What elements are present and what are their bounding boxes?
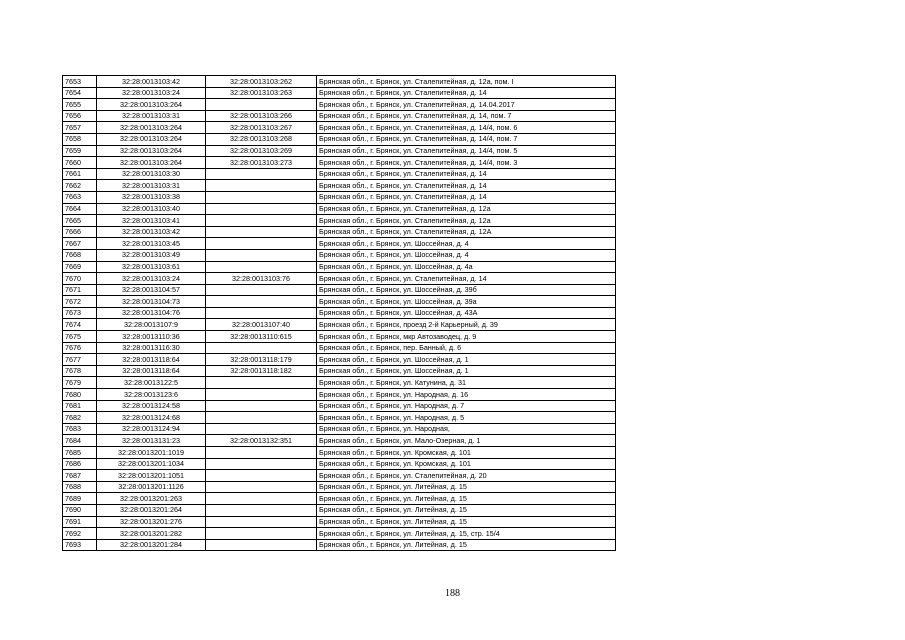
object-cadastral-number-cell: [206, 516, 317, 528]
object-cadastral-number-cell: [206, 249, 317, 261]
object-cadastral-number-cell: [206, 284, 317, 296]
cadastral-number-cell: 32:28:0013104:57: [97, 284, 206, 296]
address-cell: Брянская обл., г. Брянск, ул. Шоссейная, д. 1: [317, 365, 616, 377]
row-number-cell: 7691: [63, 516, 97, 528]
cadastral-number-cell: 32:28:0013103:42: [97, 76, 206, 88]
address-cell: Брянская обл., г. Брянск, ул. Литейная, д. 15: [317, 481, 616, 493]
row-number-cell: 7690: [63, 504, 97, 516]
table-row: [63, 470, 616, 482]
object-cadastral-number-cell: [206, 342, 317, 354]
address-cell: Брянская обл., г. Брянск, ул. Сталепитейная, д. 12а, пом. I: [317, 76, 616, 88]
cadastral-number-cell: 32:28:0013103:24: [97, 87, 206, 99]
cadastral-number-cell: 32:28:0013104:76: [97, 307, 206, 319]
cadastral-number-cell: 32:28:0013201:264: [97, 504, 206, 516]
cadastral-number-cell: 32:28:0013103:31: [97, 110, 206, 122]
table-row: [63, 191, 616, 203]
object-cadastral-number-cell: [206, 238, 317, 250]
object-cadastral-number-cell: [206, 226, 317, 238]
table-row: [63, 539, 616, 551]
object-cadastral-number-cell: [206, 412, 317, 424]
object-cadastral-number-cell: 32:28:0013103:266: [206, 110, 317, 122]
cadastral-number-cell: 32:28:0013103:40: [97, 203, 206, 215]
table-row: [63, 157, 616, 169]
table-row: [63, 516, 616, 528]
table-row: [63, 249, 616, 261]
object-cadastral-number-cell: [206, 481, 317, 493]
object-cadastral-number-cell: [206, 458, 317, 470]
cadastral-number-cell: 32:28:0013103:45: [97, 238, 206, 250]
object-cadastral-number-cell: 32:28:0013103:268: [206, 133, 317, 145]
object-cadastral-number-cell: [206, 377, 317, 389]
row-number-cell: 7659: [63, 145, 97, 157]
table-row: [63, 307, 616, 319]
cadastral-number-cell: 32:28:0013124:94: [97, 423, 206, 435]
cadastral-number-cell: 32:28:0013103:24: [97, 273, 206, 285]
address-cell: Брянская обл., г. Брянск, ул. Сталепитейная, д. 12А: [317, 226, 616, 238]
cadastral-number-cell: 32:28:0013104:73: [97, 296, 206, 308]
row-number-cell: 7653: [63, 76, 97, 88]
address-cell: Брянская обл., г. Брянск, ул. Шоссейная, д. 39б: [317, 284, 616, 296]
table-row: [63, 377, 616, 389]
address-cell: Брянская обл., г. Брянск, ул. Шоссейная, д. 4а: [317, 261, 616, 273]
row-number-cell: 7671: [63, 284, 97, 296]
table-row: [63, 203, 616, 215]
table-row: [63, 238, 616, 250]
row-number-cell: 7676: [63, 342, 97, 354]
address-cell: Брянская обл., г. Брянск, ул. Катунина, д. 31: [317, 377, 616, 389]
cadastral-number-cell: 32:28:0013201:263: [97, 493, 206, 505]
object-cadastral-number-cell: [206, 389, 317, 401]
registry-body: [63, 76, 616, 551]
object-cadastral-number-cell: [206, 539, 317, 551]
row-number-cell: 7663: [63, 191, 97, 203]
cadastral-number-cell: 32:28:0013118:64: [97, 354, 206, 366]
address-cell: Брянская обл., г. Брянск, мкр Автозаводец, д. 9: [317, 331, 616, 343]
row-number-cell: 7687: [63, 470, 97, 482]
address-cell: Брянская обл., г. Брянск, ул. Сталепитейная, д. 14, пом. 7: [317, 110, 616, 122]
row-number-cell: 7682: [63, 412, 97, 424]
address-cell: Брянская обл., г. Брянск, пер. Банный, д. 6: [317, 342, 616, 354]
table-row: [63, 76, 616, 88]
row-number-cell: 7678: [63, 365, 97, 377]
table-row: [63, 400, 616, 412]
address-cell: Брянская обл., г. Брянск, ул. Народная, д. 7: [317, 400, 616, 412]
object-cadastral-number-cell: [206, 528, 317, 540]
cadastral-number-cell: 32:28:0013103:41: [97, 215, 206, 227]
object-cadastral-number-cell: 32:28:0013103:273: [206, 157, 317, 169]
address-cell: Брянская обл., г. Брянск, ул. Народная, д. 16: [317, 389, 616, 401]
cadastral-number-cell: 32:28:0013103:42: [97, 226, 206, 238]
address-cell: Брянская обл., г. Брянск, ул. Мало-Озерная, д. 1: [317, 435, 616, 447]
cadastral-number-cell: 32:28:0013107:9: [97, 319, 206, 331]
cadastral-number-cell: 32:28:0013110:36: [97, 331, 206, 343]
table-row: [63, 331, 616, 343]
object-cadastral-number-cell: 32:28:0013103:269: [206, 145, 317, 157]
object-cadastral-number-cell: 32:28:0013118:182: [206, 365, 317, 377]
cadastral-number-cell: 32:28:0013124:58: [97, 400, 206, 412]
row-number-cell: 7657: [63, 122, 97, 134]
address-cell: Брянская обл., г. Брянск, ул. Шоссейная, д. 39а: [317, 296, 616, 308]
cadastral-number-cell: 32:28:0013103:61: [97, 261, 206, 273]
table-row: [63, 423, 616, 435]
cadastral-number-cell: 32:28:0013201:276: [97, 516, 206, 528]
table-row: [63, 342, 616, 354]
row-number-cell: 7661: [63, 168, 97, 180]
cadastral-number-cell: 32:28:0013201:284: [97, 539, 206, 551]
row-number-cell: 7660: [63, 157, 97, 169]
object-cadastral-number-cell: [206, 493, 317, 505]
table-row: [63, 99, 616, 111]
cadastral-number-cell: 32:28:0013201:1051: [97, 470, 206, 482]
address-cell: Брянская обл., г. Брянск, ул. Литейная, д. 15: [317, 504, 616, 516]
address-cell: Брянская обл., г. Брянск, ул. Сталепитейная, д. 14: [317, 87, 616, 99]
row-number-cell: 7655: [63, 99, 97, 111]
table-row: [63, 458, 616, 470]
cadastral-number-cell: 32:28:0013103:264: [97, 122, 206, 134]
row-number-cell: 7692: [63, 528, 97, 540]
address-cell: Брянская обл., г. Брянск, ул. Народная, д. 5: [317, 412, 616, 424]
table-row: [63, 261, 616, 273]
cadastral-number-cell: 32:28:0013123:6: [97, 389, 206, 401]
cadastral-number-cell: 32:28:0013103:264: [97, 133, 206, 145]
cadastral-number-cell: 32:28:0013201:1034: [97, 458, 206, 470]
object-cadastral-number-cell: 32:28:0013110:615: [206, 331, 317, 343]
object-cadastral-number-cell: [206, 307, 317, 319]
row-number-cell: 7684: [63, 435, 97, 447]
row-number-cell: 7679: [63, 377, 97, 389]
object-cadastral-number-cell: [206, 99, 317, 111]
table-row: [63, 215, 616, 227]
address-cell: Брянская обл., г. Брянск, ул. Сталепитейная, д. 14.04.2017: [317, 99, 616, 111]
row-number-cell: 7675: [63, 331, 97, 343]
address-cell: Брянская обл., г. Брянск, ул. Сталепитейная, д. 20: [317, 470, 616, 482]
table-row: [63, 180, 616, 192]
table-row: [63, 284, 616, 296]
address-cell: Брянская обл., г. Брянск, проезд 2-й Карьерный, д. 39: [317, 319, 616, 331]
table-row: [63, 122, 616, 134]
cadastral-number-cell: 32:28:0013103:49: [97, 249, 206, 261]
table-row: [63, 528, 616, 540]
row-number-cell: 7681: [63, 400, 97, 412]
address-cell: Брянская обл., г. Брянск, ул. Литейная, д. 15: [317, 516, 616, 528]
object-cadastral-number-cell: [206, 447, 317, 459]
table-row: [63, 133, 616, 145]
registry-table: [62, 75, 616, 551]
address-cell: Брянская обл., г. Брянск, ул. Сталепитейная, д. 12а: [317, 215, 616, 227]
row-number-cell: 7674: [63, 319, 97, 331]
table-row: [63, 296, 616, 308]
row-number-cell: 7665: [63, 215, 97, 227]
address-cell: Брянская обл., г. Брянск, ул. Кромская, д. 101: [317, 458, 616, 470]
object-cadastral-number-cell: [206, 470, 317, 482]
row-number-cell: 7677: [63, 354, 97, 366]
address-cell: Брянская обл., г. Брянск, ул. Шоссейная, д. 1: [317, 354, 616, 366]
cadastral-number-cell: 32:28:0013201:1019: [97, 447, 206, 459]
address-cell: Брянская обл., г. Брянск, ул. Шоссейная, д. 43А: [317, 307, 616, 319]
table-row: [63, 412, 616, 424]
address-cell: Брянская обл., г. Брянск, ул. Сталепитейная, д. 14/4, пом. 7: [317, 133, 616, 145]
object-cadastral-number-cell: [206, 180, 317, 192]
object-cadastral-number-cell: 32:28:0013118:179: [206, 354, 317, 366]
object-cadastral-number-cell: [206, 504, 317, 516]
cadastral-number-cell: 32:28:0013103:31: [97, 180, 206, 192]
cadastral-number-cell: 32:28:0013103:264: [97, 145, 206, 157]
object-cadastral-number-cell: [206, 191, 317, 203]
table-row: [63, 493, 616, 505]
object-cadastral-number-cell: [206, 203, 317, 215]
table-row: [63, 447, 616, 459]
cadastral-number-cell: 32:28:0013103:264: [97, 99, 206, 111]
table-row: [63, 504, 616, 516]
row-number-cell: 7670: [63, 273, 97, 285]
row-number-cell: 7658: [63, 133, 97, 145]
address-cell: Брянская обл., г. Брянск, ул. Сталепитейная, д. 14: [317, 180, 616, 192]
object-cadastral-number-cell: 32:28:0013103:263: [206, 87, 317, 99]
table-row: [63, 365, 616, 377]
row-number-cell: 7664: [63, 203, 97, 215]
address-cell: Брянская обл., г. Брянск, ул. Сталепитейная, д. 12а: [317, 203, 616, 215]
row-number-cell: 7689: [63, 493, 97, 505]
row-number-cell: 7672: [63, 296, 97, 308]
object-cadastral-number-cell: [206, 423, 317, 435]
cadastral-number-cell: 32:28:0013103:264: [97, 157, 206, 169]
row-number-cell: 7685: [63, 447, 97, 459]
cadastral-number-cell: 32:28:0013116:30: [97, 342, 206, 354]
object-cadastral-number-cell: [206, 296, 317, 308]
address-cell: Брянская обл., г. Брянск, ул. Сталепитейная, д. 14: [317, 191, 616, 203]
row-number-cell: 7693: [63, 539, 97, 551]
row-number-cell: 7673: [63, 307, 97, 319]
address-cell: Брянская обл., г. Брянск, ул. Сталепитейная, д. 14: [317, 168, 616, 180]
row-number-cell: 7668: [63, 249, 97, 261]
address-cell: Брянская обл., г. Брянск, ул. Шоссейная, д. 4: [317, 238, 616, 250]
table-row: [63, 354, 616, 366]
address-cell: Брянская обл., г. Брянск, ул. Литейная, д. 15: [317, 539, 616, 551]
address-cell: Брянская обл., г. Брянск, ул. Литейная, д. 15: [317, 493, 616, 505]
cadastral-number-cell: 32:28:0013103:38: [97, 191, 206, 203]
object-cadastral-number-cell: 32:28:0013103:76: [206, 273, 317, 285]
row-number-cell: 7654: [63, 87, 97, 99]
table-row: [63, 110, 616, 122]
row-number-cell: 7686: [63, 458, 97, 470]
address-cell: Брянская обл., г. Брянск, ул. Литейная, д. 15, стр. 15/4: [317, 528, 616, 540]
object-cadastral-number-cell: 32:28:0013107:40: [206, 319, 317, 331]
table-row: [63, 435, 616, 447]
page-number: 188: [445, 588, 460, 599]
table-row: [63, 389, 616, 401]
cadastral-number-cell: 32:28:0013118:64: [97, 365, 206, 377]
address-cell: Брянская обл., г. Брянск, ул. Сталепитейная, д. 14/4, пом. 6: [317, 122, 616, 134]
cadastral-number-cell: 32:28:0013103:30: [97, 168, 206, 180]
row-number-cell: 7683: [63, 423, 97, 435]
row-number-cell: 7662: [63, 180, 97, 192]
address-cell: Брянская обл., г. Брянск, ул. Народная,: [317, 423, 616, 435]
object-cadastral-number-cell: 32:28:0013103:267: [206, 122, 317, 134]
table-row: [63, 87, 616, 99]
object-cadastral-number-cell: [206, 400, 317, 412]
cadastral-number-cell: 32:28:0013122:5: [97, 377, 206, 389]
object-cadastral-number-cell: 32:28:0013132:351: [206, 435, 317, 447]
table-row: [63, 273, 616, 285]
table-row: [63, 481, 616, 493]
address-cell: Брянская обл., г. Брянск, ул. Сталепитейная, д. 14/4, пом. 3: [317, 157, 616, 169]
object-cadastral-number-cell: [206, 215, 317, 227]
cadastral-number-cell: 32:28:0013201:1126: [97, 481, 206, 493]
row-number-cell: 7667: [63, 238, 97, 250]
table-row: [63, 145, 616, 157]
row-number-cell: 7688: [63, 481, 97, 493]
table-row: [63, 319, 616, 331]
address-cell: Брянская обл., г. Брянск, ул. Кромская, д. 101: [317, 447, 616, 459]
address-cell: Брянская обл., г. Брянск, ул. Сталепитейная, д. 14: [317, 273, 616, 285]
object-cadastral-number-cell: [206, 168, 317, 180]
table-row: [63, 226, 616, 238]
cadastral-number-cell: 32:28:0013124:68: [97, 412, 206, 424]
cadastral-number-cell: 32:28:0013201:282: [97, 528, 206, 540]
row-number-cell: 7680: [63, 389, 97, 401]
address-cell: Брянская обл., г. Брянск, ул. Сталепитейная, д. 14/4, пом. 5: [317, 145, 616, 157]
row-number-cell: 7669: [63, 261, 97, 273]
table-row: [63, 168, 616, 180]
object-cadastral-number-cell: [206, 261, 317, 273]
cadastral-number-cell: 32:28:0013131:23: [97, 435, 206, 447]
address-cell: Брянская обл., г. Брянск, ул. Шоссейная, д. 4: [317, 249, 616, 261]
row-number-cell: 7656: [63, 110, 97, 122]
object-cadastral-number-cell: 32:28:0013103:262: [206, 76, 317, 88]
row-number-cell: 7666: [63, 226, 97, 238]
